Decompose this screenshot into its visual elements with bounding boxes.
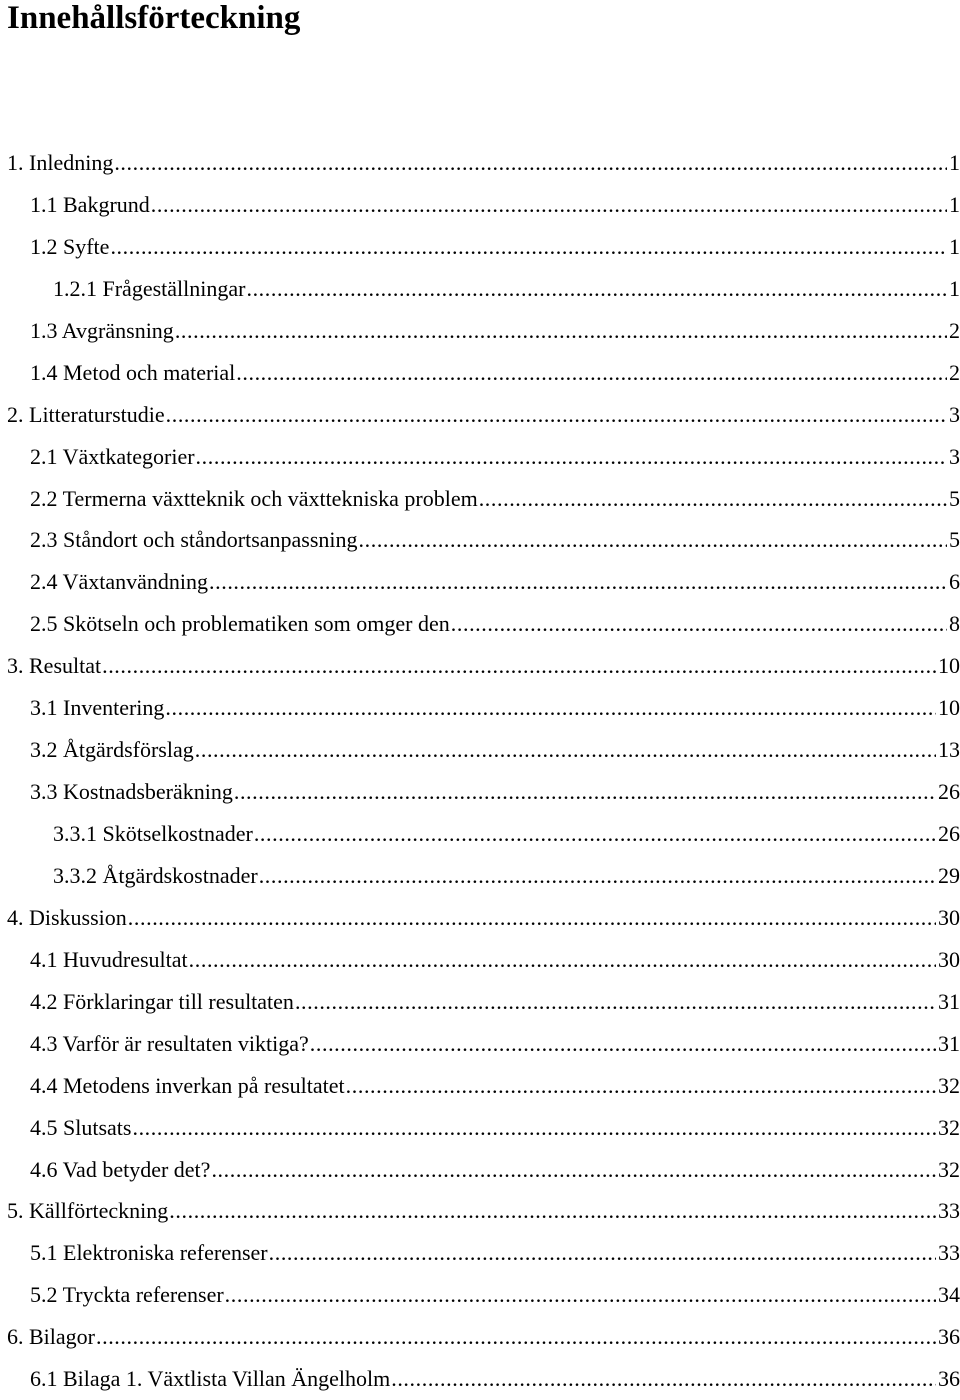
toc-entry-page-number: 5 (949, 485, 960, 511)
toc-entry[interactable] (0, 687, 960, 729)
toc-entry[interactable] (0, 561, 960, 603)
toc-dot-leader (110, 226, 947, 268)
toc-entry-page-number: 36 (938, 1324, 960, 1350)
toc-dot-leader (234, 771, 936, 813)
table-of-contents (0, 142, 960, 1400)
toc-dot-leader (165, 687, 936, 729)
toc-entry[interactable] (0, 436, 960, 478)
toc-entry[interactable] (0, 310, 960, 352)
toc-entry-label: 1.3 Avgränsning (30, 317, 174, 343)
toc-entry-label: 6.1 Bilaga 1. Växtlista Villan Ängelholm (30, 1366, 391, 1392)
toc-entry[interactable] (0, 1358, 960, 1400)
toc-entry-page-number: 2 (949, 359, 960, 385)
toc-entry[interactable] (0, 939, 960, 981)
toc-entry-label: 3.3.2 Åtgärdskostnader (53, 862, 258, 888)
toc-dot-leader (96, 1316, 936, 1358)
toc-entry-page-number: 31 (938, 1030, 960, 1056)
toc-entry-page-number: 36 (938, 1366, 960, 1392)
toc-entry-label: 5. Källförteckning (7, 1198, 169, 1224)
toc-entry-page-number: 31 (938, 988, 960, 1014)
toc-entry-page-number: 26 (938, 821, 960, 846)
toc-entry-label: 4.6 Vad betyder det? (30, 1156, 211, 1182)
toc-entry-label: 1.4 Metod och material (30, 359, 236, 385)
toc-entry-page-number: 8 (949, 611, 960, 637)
toc-entry-page-number: 6 (949, 569, 960, 595)
toc-entry-page-number: 26 (938, 779, 960, 805)
toc-entry-page-number: 1 (949, 275, 960, 301)
toc-entry[interactable] (0, 645, 960, 687)
toc-dot-leader (254, 813, 936, 855)
toc-dot-leader (359, 519, 947, 561)
toc-dot-leader (189, 939, 936, 981)
toc-entry-page-number: 13 (938, 737, 960, 763)
toc-entry-page-number: 1 (949, 191, 960, 217)
toc-entry[interactable] (0, 1023, 960, 1065)
toc-entry-label: 2.3 Ståndort och ståndortsanpassning (30, 527, 358, 553)
toc-entry-page-number: 33 (938, 1240, 960, 1266)
toc-entry[interactable] (0, 184, 960, 226)
toc-entry-label: 2. Litteraturstudie (7, 401, 165, 427)
toc-dot-leader (169, 1190, 936, 1232)
toc-entry[interactable] (0, 1190, 960, 1232)
toc-entry-label: 3.2 Åtgärdsförslag (30, 737, 194, 763)
toc-entry-page-number: 34 (938, 1282, 960, 1308)
toc-entry-page-number: 10 (938, 653, 960, 679)
toc-dot-leader (175, 310, 947, 352)
toc-dot-leader (132, 1107, 936, 1149)
toc-entry-label: 1.2.1 Frågeställningar (53, 275, 246, 301)
toc-entry-page-number: 2 (949, 317, 960, 343)
toc-entry-page-number: 3 (949, 443, 960, 469)
toc-entry-label: 6. Bilagor (7, 1324, 95, 1350)
toc-entry-label: 1.2 Syfte (30, 233, 110, 259)
toc-dot-leader (128, 897, 936, 939)
toc-entry-label: 4.2 Förklaringar till resultaten (30, 988, 294, 1014)
toc-entry-label: 3.3 Kostnadsberäkning (30, 779, 233, 805)
toc-entry[interactable] (0, 771, 960, 813)
toc-entry-page-number: 3 (949, 401, 960, 427)
toc-entry[interactable] (0, 1149, 960, 1191)
toc-entry[interactable] (0, 1316, 960, 1358)
toc-dot-leader (166, 394, 947, 436)
toc-entry-label: 1. Inledning (7, 150, 114, 175)
toc-dot-leader (151, 184, 947, 226)
toc-entry[interactable] (0, 352, 960, 394)
toc-entry-label: 3.1 Inventering (30, 695, 165, 721)
toc-entry[interactable] (0, 226, 960, 268)
toc-dot-leader (196, 436, 947, 478)
toc-entry[interactable] (0, 519, 960, 561)
toc-entry-label: 3. Resultat (7, 653, 102, 679)
toc-entry[interactable] (0, 729, 960, 771)
toc-entry[interactable] (0, 1232, 960, 1274)
toc-dot-leader (259, 855, 936, 897)
toc-entry-label: 1.1 Bakgrund (30, 191, 150, 217)
toc-dot-leader (451, 603, 947, 645)
toc-dot-leader (236, 352, 947, 394)
toc-entry[interactable] (0, 1274, 960, 1316)
toc-dot-leader (209, 561, 947, 603)
toc-dot-leader (479, 478, 947, 520)
toc-entry-label: 5.1 Elektroniska referenser (30, 1240, 268, 1266)
toc-entry-page-number: 29 (938, 862, 960, 888)
toc-entry-label: 4.1 Huvudresultat (30, 946, 188, 972)
toc-entry[interactable] (0, 603, 960, 645)
toc-entry-page-number: 1 (949, 150, 960, 175)
toc-entry-label: 5.2 Tryckta referenser (30, 1282, 224, 1308)
toc-entry-page-number: 1 (949, 233, 960, 259)
toc-entry-label: 2.4 Växtanvändning (30, 569, 209, 595)
toc-entry-label: 2.5 Skötseln och problematiken som omger den (30, 611, 450, 637)
toc-dot-leader (102, 645, 936, 687)
toc-entry-page-number: 10 (938, 695, 960, 721)
toc-entry-label: 4.3 Varför är resultaten viktiga? (30, 1030, 309, 1056)
toc-entry[interactable] (0, 813, 960, 855)
toc-entry-page-number: 30 (938, 946, 960, 972)
toc-entry[interactable] (0, 478, 960, 520)
toc-entry[interactable] (0, 142, 960, 184)
toc-entry[interactable] (0, 897, 960, 939)
toc-entry-label: 4.4 Metodens inverkan på resultatet (30, 1072, 345, 1098)
toc-dot-leader (211, 1149, 936, 1191)
toc-entry-label: 4. Diskussion (7, 904, 127, 930)
toc-dot-leader (269, 1232, 936, 1274)
toc-entry[interactable] (0, 268, 960, 310)
toc-dot-leader (225, 1274, 936, 1316)
toc-dot-leader (195, 729, 936, 771)
toc-entry[interactable] (0, 855, 960, 897)
toc-dot-leader (346, 1065, 936, 1107)
toc-dot-leader (295, 981, 936, 1023)
toc-entry[interactable] (0, 1065, 960, 1107)
toc-dot-leader (310, 1023, 936, 1065)
toc-entry-label: 2.2 Termerna växtteknik och växttekniska problem (30, 485, 478, 511)
toc-entry-label: 3.3.1 Skötselkostnader (53, 821, 253, 846)
toc-entry-label: 2.1 Växtkategorier (30, 443, 195, 469)
toc-entry-page-number: 32 (938, 1156, 960, 1182)
toc-entry-page-number: 32 (938, 1072, 960, 1098)
toc-dot-leader (246, 268, 947, 310)
toc-entry-page-number: 30 (938, 904, 960, 930)
toc-entry-page-number: 5 (949, 527, 960, 553)
toc-entry-page-number: 32 (938, 1114, 960, 1140)
toc-entry[interactable] (0, 1107, 960, 1149)
page-title: Innehållsförteckning (7, 0, 301, 36)
toc-entry[interactable] (0, 394, 960, 436)
toc-entry[interactable] (0, 981, 960, 1023)
toc-dot-leader (391, 1358, 936, 1400)
toc-entry-page-number: 33 (938, 1198, 960, 1224)
toc-entry-label: 4.5 Slutsats (30, 1114, 132, 1140)
toc-dot-leader (114, 142, 947, 184)
